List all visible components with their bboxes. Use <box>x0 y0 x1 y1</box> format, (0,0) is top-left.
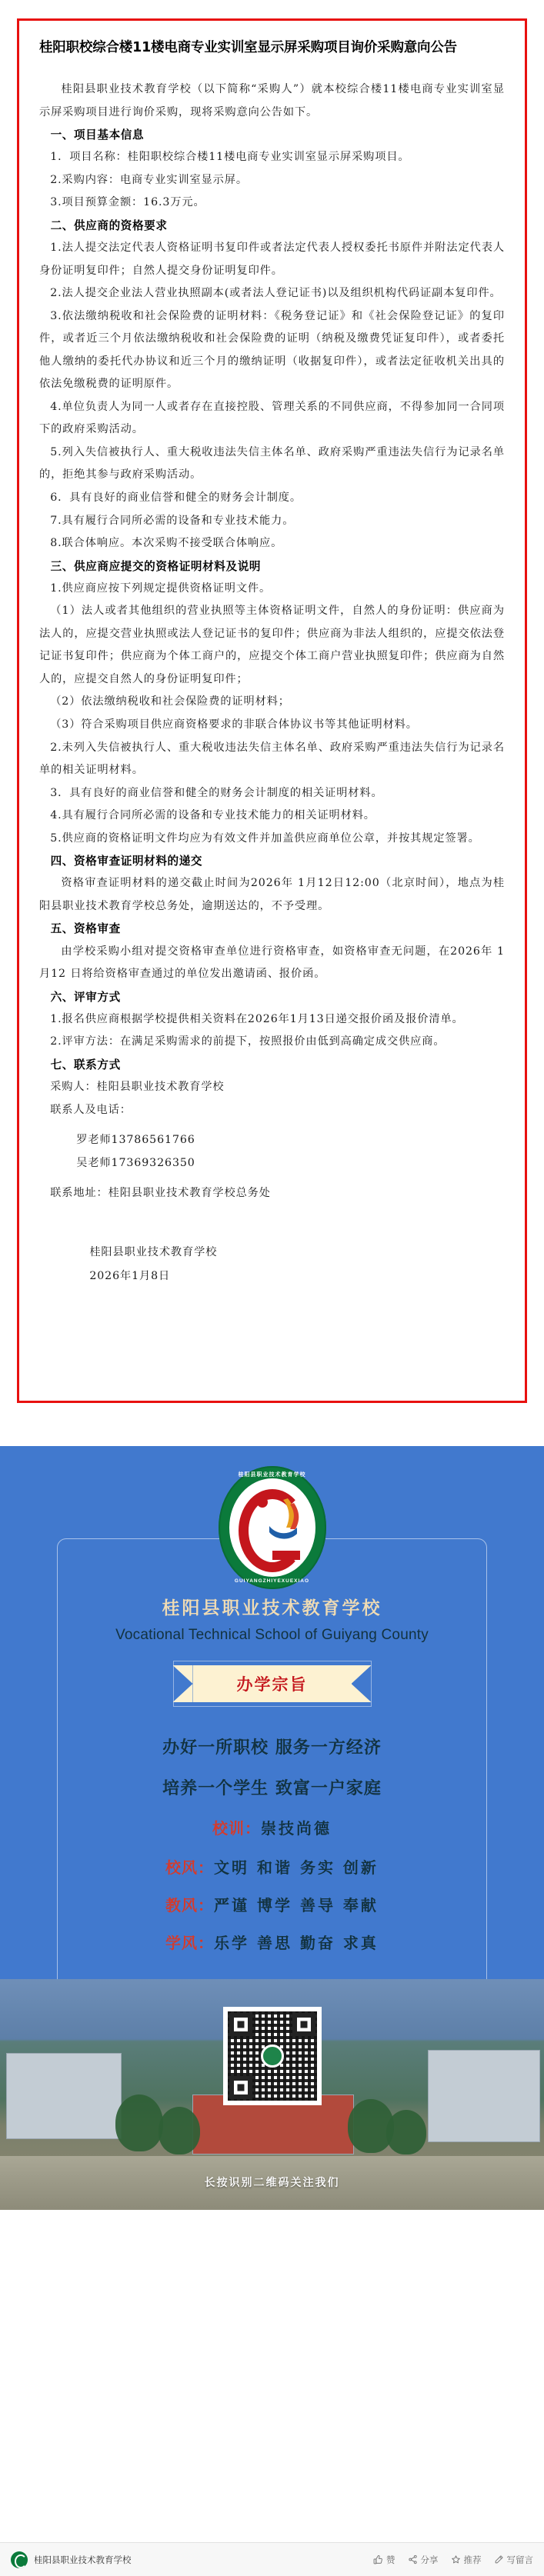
section-item: （1）法人或者其他组织的营业执照等主体资格证明文件，自然人的身份证明：供应商为法人的，应提交营业执照或法人登记证书的复印件；供应商为非法人组织的，应提交依法登记证书复印件；供应商为个体工商户的，应提交个体工商户营业执照复印件；供应商为自然人的，应提交自然人的身份证明复印件； <box>39 605 505 685</box>
section-heading: 六、评审方式 <box>50 990 121 1004</box>
crest-letter-g-bar <box>272 1551 300 1560</box>
campus-photo <box>0 1979 544 2210</box>
section-item: 3．具有良好的商业信誉和健全的财务会计制度的相关证明材料。 <box>50 786 383 799</box>
share-label: 分享 <box>420 2555 439 2565</box>
section-heading: 二、供应商的资格要求 <box>50 218 168 232</box>
section-item: 7.具有履行合同所必需的设备和专业技术能力。 <box>50 514 295 527</box>
section-item: 由学校采购小组对提交资格审查单位进行资格审查，如资格审查无问题，在2026年 1 月12 日将给资格审查通过的单位发出邀请函、报价函。 <box>39 945 505 981</box>
campus-tree <box>386 2110 426 2154</box>
section-item: （3）符合采购项目供应商资格要求的非联合体协议书等其他证明材料。 <box>50 718 418 731</box>
motto-line-2: 培养一个学生 致富一户家庭 <box>162 1779 382 1798</box>
creed-school-ethos <box>0 1855 544 1878</box>
campus-tree <box>159 2107 200 2154</box>
section-item: 2.法人提交企业法人营业执照副本(或者法人登记证书)以及组织机构代码证副本复印件。 <box>50 287 502 300</box>
contact-address: 联系地址：桂阳县职业技术教育学校总务处 <box>50 1187 271 1200</box>
qr-pattern <box>228 2011 317 2101</box>
section-evaluation-method <box>39 986 505 1054</box>
signature-block <box>39 1241 505 1288</box>
creed-label: 校训： <box>212 1819 261 1838</box>
account-block[interactable] <box>11 2551 373 2568</box>
purpose-ribbon <box>173 1665 372 1702</box>
section-item: 4.具有履行合同所必需的设备和专业技术能力的相关证明材料。 <box>50 809 375 822</box>
article-footer-bar <box>0 2542 544 2576</box>
recommend-label: 推荐 <box>463 2555 482 2565</box>
section-item: 资格审查证明材料的递交截止时间为2026年 1月12日12:00（北京时间），地点为桂阳县职业技术教育学校总务处，逾期送达的，不予受理。 <box>39 877 505 912</box>
section-item: 1．项目名称：桂阳职校综合楼11楼电商专业实训室显示屏采购项目。 <box>50 151 410 164</box>
share-button[interactable] <box>408 2554 439 2566</box>
section-heading: 一、项目基本信息 <box>50 128 145 142</box>
qr-caption: 长按识别二维码关注我们 <box>204 2177 340 2189</box>
section-item: 1.法人提交法定代表人资格证明书复印件或者法定代表人授权委托书原件并附法定代表人身份证明复印件；自然人提交身份证明复印件。 <box>39 242 505 277</box>
creed-label: 校风： <box>165 1858 215 1877</box>
avatar <box>11 2551 28 2568</box>
ribbon-banner <box>193 1665 352 1702</box>
write-comment-label: 写留言 <box>506 2555 533 2565</box>
creed-value: 乐学 善思 勤奋 求真 <box>214 1934 379 1952</box>
qr-finder-top-left <box>229 2013 252 2036</box>
star-icon <box>451 2554 461 2564</box>
contact-person-1: 罗老师13786561766 <box>76 1134 195 1147</box>
creed-value: 严谨 博学 善导 奉献 <box>214 1896 379 1915</box>
section-item: 1.供应商应按下列规定提供资格证明文件。 <box>50 582 272 595</box>
account-name: 桂阳县职业技术教育学校 <box>34 2555 132 2565</box>
signature-org: 桂阳县职业技术教育学校 <box>89 1245 218 1258</box>
spacer <box>39 1175 505 1182</box>
crest-top-label: 桂阳县职业技术教育学校 <box>238 1472 306 1478</box>
section-qualification-materials <box>39 555 505 851</box>
creed-label: 教风： <box>165 1896 215 1915</box>
creed-label: 学风： <box>165 1934 215 1952</box>
ribbon-label: 办学宗旨 <box>236 1675 308 1694</box>
section-item: 5.供应商的资格证明文件均应为有效文件并加盖供应商单位公章，并按其规定签署。 <box>50 831 480 845</box>
school-name-chinese: 桂阳县职业技术教育学校 <box>162 1598 382 1618</box>
school-name-english: Vocational Technical School of Guiyang County <box>115 1627 429 1643</box>
share-icon <box>408 2554 418 2564</box>
creed-value: 崇技尚德 <box>261 1819 332 1838</box>
pencil-icon <box>494 2554 504 2564</box>
notice-document <box>17 18 527 1403</box>
qr-center-logo <box>261 2044 284 2068</box>
qr-finder-top-right <box>292 2013 315 2036</box>
footer-actions <box>373 2554 533 2566</box>
like-button[interactable] <box>373 2554 395 2566</box>
section-supplier-qualifications <box>39 215 505 555</box>
signature-date: 2026年1月8日 <box>89 1269 171 1282</box>
contact-label: 联系人及电话： <box>50 1103 132 1116</box>
section-item: （2）依法缴纳税收和社会保险费的证明材料； <box>50 695 290 708</box>
section-item: 3.项目预算金额：16.3万元。 <box>50 196 205 209</box>
qr-code[interactable] <box>223 2007 322 2105</box>
crest-bottom-label: GUIYANGZHIYEXUEXIAO <box>234 1578 310 1584</box>
creed-school-motto <box>0 1816 544 1838</box>
purchaser-line: 采购人：桂阳县职业技术教育学校 <box>50 1081 225 1094</box>
section-item: 4.单位负责人为同一人或者存在直接控股、管理关系的不同供应商，不得参加同一合同项下的政府采购活动。 <box>39 400 505 436</box>
page-title: 桂阳职校综合楼11楼电商专业实训室显示屏采购项目询价采购意向公告 <box>39 40 457 55</box>
section-contact <box>39 1054 505 1205</box>
campus-building-left <box>6 2053 122 2139</box>
section-heading: 三、供应商应提交的资格证明材料及说明 <box>50 559 262 573</box>
write-comment-button[interactable] <box>494 2554 534 2566</box>
campus-building-right <box>428 2050 540 2142</box>
section-item: 2.评审方法：在满足采购需求的前提下，按照报价由低到高确定成交供应商。 <box>50 1035 446 1048</box>
school-crest-logo <box>219 1466 326 1589</box>
motto-line-1: 办好一所职校 服务一方经济 <box>162 1738 382 1758</box>
section-item: 6．具有良好的商业信誉和健全的财务会计制度。 <box>50 492 302 504</box>
spacer <box>39 1121 505 1129</box>
section-item: 8.联合体响应。本次采购不接受联合体响应。 <box>50 537 283 550</box>
recommend-button[interactable] <box>451 2554 482 2566</box>
lead-paragraph: 桂阳县职业技术教育学校（以下简称“采购人”）就本校综合楼11楼电商专业实训室显示屏采购项目进行询价采购，现将采购意向公告如下。 <box>39 83 505 118</box>
section-item: 2.采购内容：电商专业实训室显示屏。 <box>50 173 248 186</box>
qr-finder-bottom-left <box>229 2076 252 2099</box>
creed-value: 文明 和谐 务实 创新 <box>214 1858 379 1877</box>
school-promo-poster <box>0 1446 544 2210</box>
section-item: 2.未列入失信被执行人、重大税收违法失信主体名单、政府采购严重违法失信行为记录名单的相关证明材料。 <box>39 741 505 777</box>
thumbs-up-icon <box>373 2554 383 2564</box>
section-heading: 七、联系方式 <box>50 1058 121 1071</box>
like-label: 赞 <box>386 2555 395 2565</box>
creed-teaching-style <box>0 1893 544 1915</box>
section-project-info <box>39 124 505 215</box>
campus-tree <box>115 2094 163 2151</box>
creed-study-style <box>0 1931 544 1953</box>
contact-person-2: 吴老师17369326350 <box>76 1156 195 1169</box>
section-item: 3.依法缴纳税收和社会保险费的证明材料：《税务登记证》和《社会保险登记证》的复印件，或者近三个月依法缴纳税收和社会保险费的证明（纳税及缴费凭证复印件），或者委托他人缴纳的委托代办协议和近三个月的缴纳证明（收据复印件），或者法定征收机关出具的依法免缴税费的证明原件。 <box>39 309 505 391</box>
section-heading: 四、资格审查证明材料的递交 <box>50 855 203 868</box>
section-submission <box>39 850 505 918</box>
section-qualification-review <box>39 918 505 985</box>
crest-flame-icon <box>265 1497 300 1540</box>
section-item: 5.列入失信被执行人、重大税收违法失信主体名单、政府采购严重违法失信行为记录名单的，拒绝其参与政府采购活动。 <box>39 445 505 482</box>
bottom-spacer <box>0 2210 544 2253</box>
section-heading: 五、资格审查 <box>50 922 121 936</box>
section-item: 1.报名供应商根据学校提供相关资料在2026年1月13日递交报价函及报价清单。 <box>50 1012 464 1025</box>
